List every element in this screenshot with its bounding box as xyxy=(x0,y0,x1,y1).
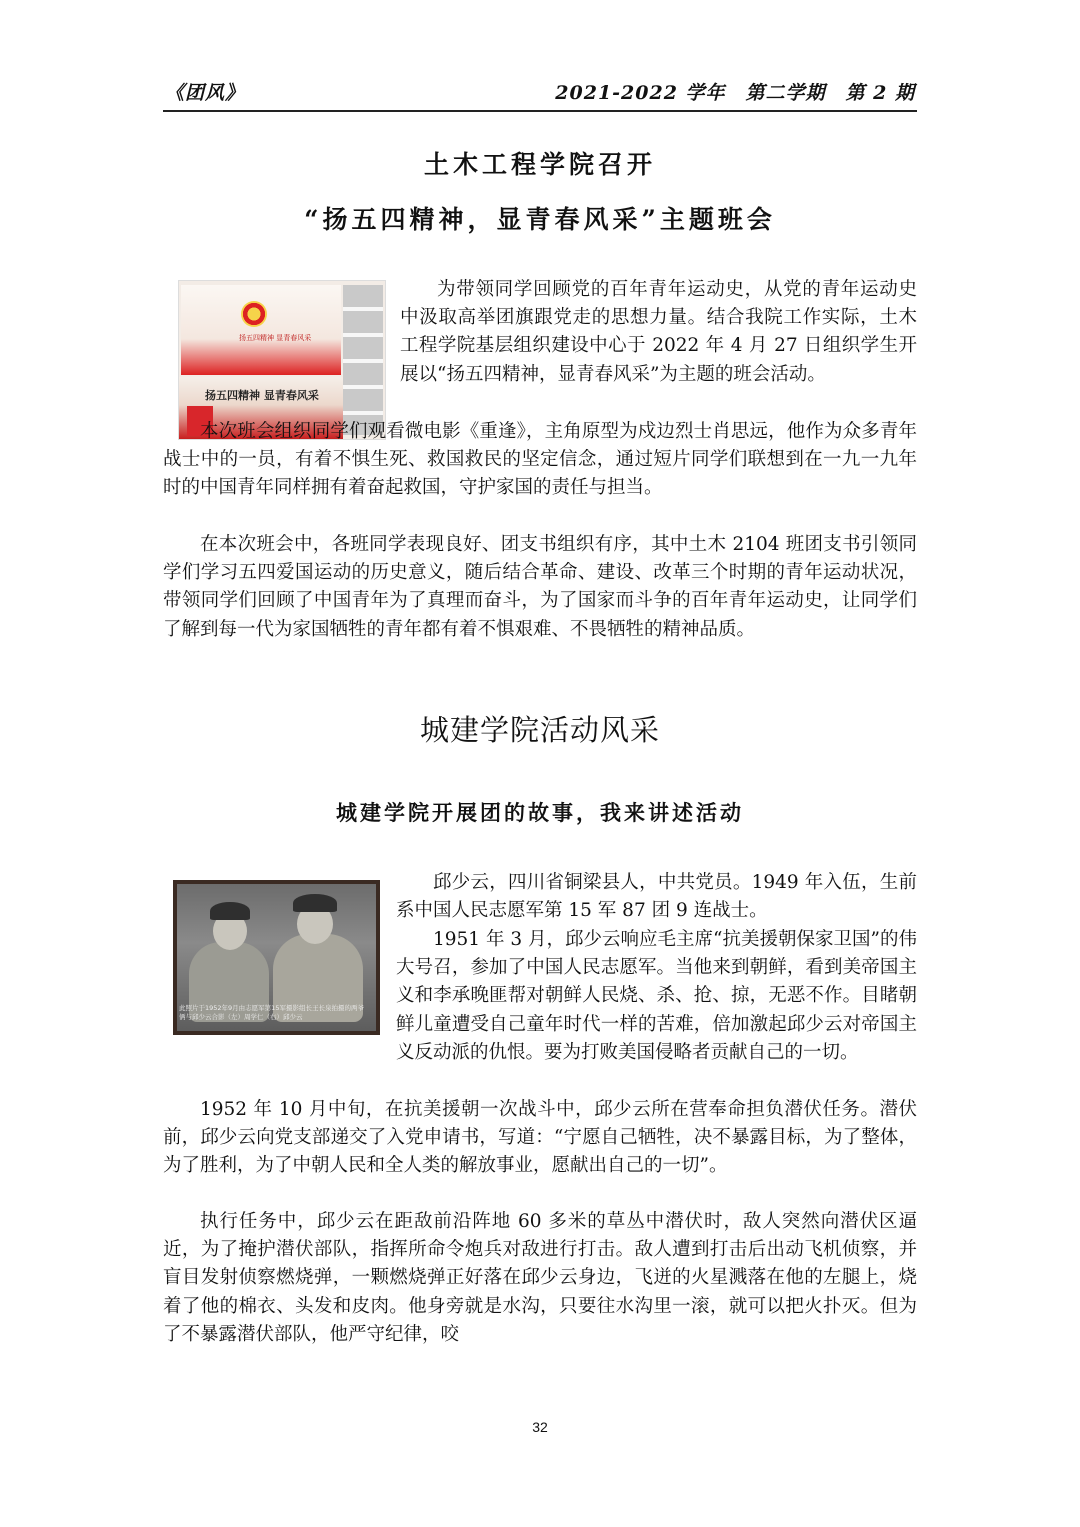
slide-thumbnail xyxy=(181,285,341,375)
article1-paragraph-2: 本次班会组织同学们观看微电影《重逢》，主角原型为戍边烈士肖思远，他作为众多青年战士中的一员，有着不惧生死、救国救民的坚定信念，通过短片同学们联想到在一九一九年时的中国青年同样拥有着奋起救国，守护家国的责任与担当。 xyxy=(163,421,917,499)
slide-banner-text: 扬五四精神 显青春风采 xyxy=(205,389,319,402)
photo-caption: 此照片于1952年9月由志愿军第15军摄影组长王长泉拍摄的两爷俩与邱少云合影（左）周学仁（右）邱少云 xyxy=(179,1004,364,1021)
journal-name: 《团风》 xyxy=(165,82,246,104)
section-subheading: 城建学院开展团的故事，我来讲述活动 xyxy=(336,800,744,825)
page-number: 32 xyxy=(532,1419,548,1435)
class-meeting-photo xyxy=(178,280,386,440)
header-rule xyxy=(163,110,917,112)
article-title-line2: “扬五四精神，显青春风采”主题班会 xyxy=(304,205,776,234)
article2-paragraph-4: 执行任务中，邱少云在距敌前沿阵地 60 多米的草丛中潜伏时，敌人突然向潜伏区逼近，为了掩护潜伏部队，指挥所命令炮兵对敌进行打击。敌人遭到打击后出动飞机侦察，并盲目发射侦察燃烧弹，一颗燃烧弹正好落在邱少云身边，飞迸的火星溅落在他的左腿上，烧着了他的棉衣、头发和皮肉。他身旁就是水沟，只要往水沟里一滚，就可以把火扑灭。但为了不暴露潜伏部队，他严守纪律，咬 xyxy=(163,1211,917,1345)
article2-paragraph-1: 邱少云，四川省铜梁县人，中共党员。1949 年入伍，生前系中国人民志愿军第 15 军 87 团 9 连战士。 xyxy=(396,872,917,922)
article1-paragraph-3: 在本次班会中，各班同学表现良好、团支书组织有序，其中土木 2104 班团支书引领同学们学习五四爱国运动的历史意义，随后结合革命、建设、改革三个时期的青年运动状况，带领同学们回顾了中国青年为了真理而奋斗，为了国家而斗争的百年青年运动史，让同学们了解到每一代为家国牺牲的青年都有着不惧艰难、不畏牺牲的精神品质。 xyxy=(163,534,917,640)
article1-paragraph-1: 为带领同学回顾党的百年青年运动史，从党的青年运动史中汲取高举团旗跟党走的思想力量。结合我院工作实际，土木工程学院基层组织建设中心于 2022 年 4 月 27 日组织学生开展以“扬五四精神，显青春风采”为主题的班会活动。 xyxy=(400,279,917,385)
video-participants-panel xyxy=(343,285,383,435)
article2-paragraph-3: 1952 年 10 月中旬，在抗美援朝一次战斗中，邱少云所在营奉命担负潜伏任务。潜伏前，邱少云向党支部递交了入党申请书，写道：“宁愿自己牺牲，决不暴露目标，为了整体，为了胜利，为了中朝人民和全人类的解放事业，愿献出自己的一切”。 xyxy=(163,1099,917,1177)
section-heading: 城建学院活动风采 xyxy=(419,715,660,747)
issue-info: 2021-2022 学年 第二学期 第 2 期 xyxy=(555,82,915,104)
league-emblem-icon xyxy=(241,301,267,327)
article2-paragraph-2: 1951 年 3 月，邱少云响应毛主席“抗美援朝保家卫国”的伟大号召，参加了中国人民志愿军。当他来到朝鲜，看到美帝国主义和李承晚匪帮对朝鲜人民烧、杀、抢、掠，无恶不作。目睹朝鲜儿童遭受自己童年时代一样的苦难，倍加激起邱少云对帝国主义反动派的仇恨。要为打败美国侵略者贡献自己的一切。 xyxy=(396,929,917,1063)
article-title-line1: 土木工程学院召开 xyxy=(423,150,656,179)
slide-small-text: 扬五四精神 显青春风采 xyxy=(239,334,312,342)
